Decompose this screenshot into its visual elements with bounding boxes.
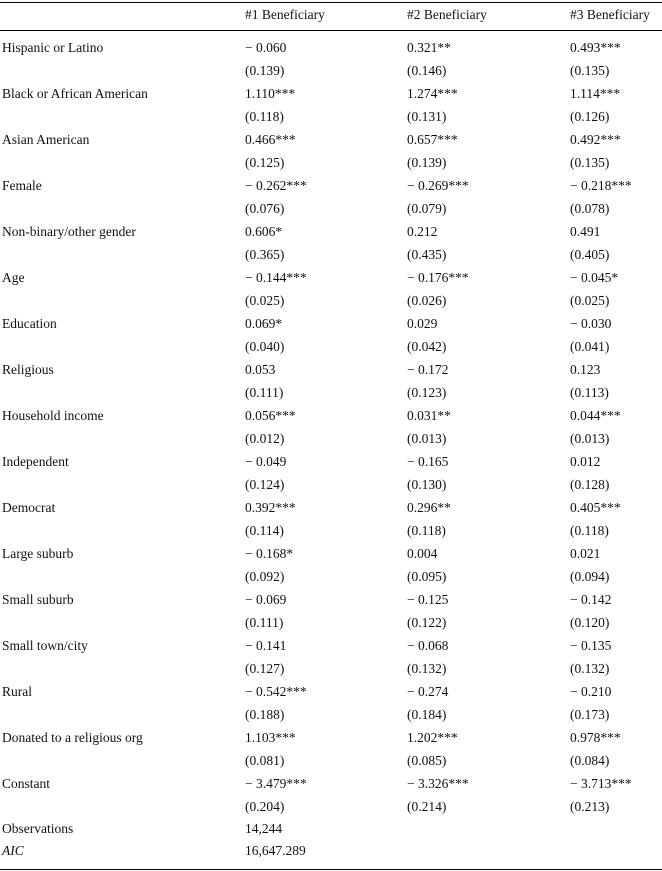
coefficient-line [0, 634, 662, 657]
coefficient-line [0, 450, 662, 473]
table-row [0, 680, 662, 726]
standard-error-cell: (0.118) [570, 523, 609, 538]
coefficient-line [0, 542, 662, 565]
coefficient-cell: − 0.274 [407, 684, 449, 699]
standard-error-cell: (0.132) [570, 661, 610, 676]
standard-error-cell: (0.204) [245, 799, 285, 814]
coefficient-line [0, 496, 662, 519]
coefficient-cell: 1.114*** [570, 86, 621, 101]
standard-error-cell: (0.113) [570, 385, 609, 400]
coefficient-line [0, 266, 662, 289]
standard-error-line [0, 611, 662, 634]
coefficient-cell: 0.056*** [245, 408, 296, 423]
standard-error-line [0, 381, 662, 404]
standard-error-line [0, 197, 662, 220]
row-label: Donated to a religious org [2, 730, 143, 745]
standard-error-cell: (0.114) [245, 523, 284, 538]
coefficient-line [0, 358, 662, 381]
standard-error-line [0, 473, 662, 496]
coefficient-cell: − 0.049 [245, 454, 287, 469]
coefficient-cell: − 0.060 [245, 40, 287, 55]
standard-error-cell: (0.405) [570, 247, 610, 262]
coefficient-cell: − 0.168* [245, 546, 294, 561]
standard-error-line [0, 59, 662, 82]
standard-error-cell: (0.120) [570, 615, 610, 630]
standard-error-cell: (0.126) [570, 109, 610, 124]
header-rule [0, 30, 662, 31]
standard-error-cell: (0.041) [570, 339, 610, 354]
coefficient-cell: − 3.479*** [245, 776, 307, 791]
table-row [0, 634, 662, 680]
row-label: Female [2, 178, 42, 193]
coefficient-cell: 0.405*** [570, 500, 621, 515]
stat-row [0, 840, 662, 862]
coefficient-cell: 0.212 [407, 224, 438, 239]
coefficient-cell: 0.321** [407, 40, 451, 55]
coefficient-cell: − 3.713*** [570, 776, 632, 791]
standard-error-line [0, 427, 662, 450]
row-label: Hispanic or Latino [2, 40, 104, 55]
standard-error-cell: (0.078) [570, 201, 610, 216]
standard-error-cell: (0.095) [407, 569, 447, 584]
coefficient-cell: 1.110*** [245, 86, 296, 101]
standard-error-line [0, 105, 662, 128]
standard-error-cell: (0.146) [407, 63, 447, 78]
coefficient-cell: 0.466*** [245, 132, 296, 147]
coefficient-cell: 0.053 [245, 362, 276, 377]
standard-error-cell: (0.124) [245, 477, 285, 492]
coefficient-cell: − 0.030 [570, 316, 612, 331]
standard-error-line [0, 703, 662, 726]
standard-error-line [0, 335, 662, 358]
table-row [0, 772, 662, 818]
table-row [0, 358, 662, 404]
standard-error-cell: (0.013) [570, 431, 610, 446]
column-header-1: #1 Beneficiary [245, 7, 325, 22]
coefficient-cell: 0.296** [407, 500, 451, 515]
standard-error-line [0, 519, 662, 542]
coefficient-cell: 0.978*** [570, 730, 621, 745]
standard-error-line [0, 795, 662, 818]
coefficient-line [0, 588, 662, 611]
standard-error-cell: (0.079) [407, 201, 447, 216]
row-label: Non-binary/other gender [2, 224, 136, 239]
coefficient-cell: 0.004 [407, 546, 438, 561]
table-row [0, 174, 662, 220]
coefficient-cell: − 0.144*** [245, 270, 307, 285]
standard-error-cell: (0.128) [570, 477, 610, 492]
standard-error-line [0, 565, 662, 588]
row-label: Democrat [2, 500, 56, 515]
coefficient-line [0, 82, 662, 105]
stat-row [0, 818, 662, 840]
coefficient-cell: 0.021 [570, 546, 601, 561]
table-row [0, 220, 662, 266]
coefficient-line [0, 680, 662, 703]
coefficient-cell: 0.029 [407, 316, 438, 331]
standard-error-cell: (0.084) [570, 753, 610, 768]
standard-error-cell: (0.127) [245, 661, 285, 676]
top-rule [0, 2, 662, 3]
standard-error-line [0, 657, 662, 680]
standard-error-cell: (0.085) [407, 753, 447, 768]
stat-value: 16,647.289 [245, 843, 306, 858]
standard-error-cell: (0.173) [570, 707, 610, 722]
coefficient-line [0, 404, 662, 427]
row-label: Household income [2, 408, 104, 423]
standard-error-line [0, 243, 662, 266]
coefficient-cell: 1.274*** [407, 86, 458, 101]
bottom-rule [0, 869, 662, 870]
coefficient-cell: − 0.165 [407, 454, 449, 469]
coefficient-cell: − 0.045* [570, 270, 619, 285]
row-label: Religious [2, 362, 54, 377]
coefficient-cell: 0.123 [570, 362, 601, 377]
column-header-2: #2 Beneficiary [407, 7, 487, 22]
standard-error-cell: (0.040) [245, 339, 285, 354]
standard-error-cell: (0.025) [245, 293, 285, 308]
table-body [0, 36, 662, 862]
standard-error-cell: (0.111) [245, 385, 284, 400]
coefficient-cell: − 3.326*** [407, 776, 469, 791]
standard-error-line [0, 151, 662, 174]
table-row [0, 450, 662, 496]
coefficient-cell: 0.492*** [570, 132, 621, 147]
coefficient-line [0, 312, 662, 335]
table-row [0, 726, 662, 772]
table-row [0, 82, 662, 128]
row-label: Age [2, 270, 25, 285]
standard-error-cell: (0.130) [407, 477, 447, 492]
standard-error-cell: (0.076) [245, 201, 285, 216]
standard-error-cell: (0.365) [245, 247, 285, 262]
row-label: Small town/city [2, 638, 88, 653]
standard-error-cell: (0.213) [570, 799, 610, 814]
table-row [0, 542, 662, 588]
standard-error-cell: (0.025) [570, 293, 610, 308]
coefficient-cell: 0.392*** [245, 500, 296, 515]
coefficient-cell: − 0.269*** [407, 178, 469, 193]
coefficient-cell: − 0.176*** [407, 270, 469, 285]
standard-error-cell: (0.435) [407, 247, 447, 262]
standard-error-cell: (0.111) [245, 615, 284, 630]
column-header-3: #3 Beneficiary [570, 7, 650, 22]
coefficient-cell: − 0.210 [570, 684, 612, 699]
table-row [0, 496, 662, 542]
coefficient-cell: 0.044*** [570, 408, 621, 423]
coefficient-cell: 0.491 [570, 224, 601, 239]
coefficient-cell: 0.031** [407, 408, 451, 423]
coefficient-line [0, 128, 662, 151]
coefficient-cell: − 0.125 [407, 592, 449, 607]
standard-error-cell: (0.139) [245, 63, 285, 78]
standard-error-cell: (0.122) [407, 615, 447, 630]
standard-error-cell: (0.135) [570, 155, 610, 170]
coefficient-cell: 0.012 [570, 454, 601, 469]
table-header [0, 7, 662, 27]
coefficient-cell: 0.606* [245, 224, 283, 239]
coefficient-cell: − 0.262*** [245, 178, 307, 193]
table-row [0, 36, 662, 82]
table-row [0, 312, 662, 358]
standard-error-cell: (0.188) [245, 707, 285, 722]
standard-error-cell: (0.118) [407, 523, 446, 538]
table-row [0, 266, 662, 312]
standard-error-cell: (0.013) [407, 431, 447, 446]
standard-error-cell: (0.026) [407, 293, 447, 308]
coefficient-line [0, 174, 662, 197]
standard-error-cell: (0.132) [407, 661, 447, 676]
coefficient-line [0, 726, 662, 749]
coefficient-line [0, 220, 662, 243]
row-label: Rural [2, 684, 32, 699]
stat-label: AIC [2, 843, 24, 858]
coefficient-cell: − 0.542*** [245, 684, 307, 699]
coefficient-line [0, 772, 662, 795]
standard-error-cell: (0.094) [570, 569, 610, 584]
standard-error-line [0, 749, 662, 772]
standard-error-cell: (0.125) [245, 155, 285, 170]
row-label: Large suburb [2, 546, 74, 561]
coefficient-cell: − 0.068 [407, 638, 449, 653]
row-label: Black or African American [2, 86, 148, 101]
standard-error-cell: (0.012) [245, 431, 285, 446]
coefficient-cell: − 0.218*** [570, 178, 632, 193]
stat-value: 14,244 [245, 821, 283, 836]
standard-error-cell: (0.135) [570, 63, 610, 78]
coefficient-cell: − 0.135 [570, 638, 612, 653]
coefficient-cell: 0.657*** [407, 132, 458, 147]
table-row [0, 128, 662, 174]
row-label: Small suburb [2, 592, 74, 607]
standard-error-cell: (0.081) [245, 753, 285, 768]
coefficient-cell: 0.493*** [570, 40, 621, 55]
coefficient-line [0, 36, 662, 59]
coefficient-cell: 1.202*** [407, 730, 458, 745]
standard-error-line [0, 289, 662, 312]
coefficient-cell: − 0.069 [245, 592, 287, 607]
coefficient-cell: 0.069* [245, 316, 283, 331]
standard-error-cell: (0.131) [407, 109, 447, 124]
row-label: Constant [2, 776, 51, 791]
standard-error-cell: (0.123) [407, 385, 447, 400]
coefficient-cell: 1.103*** [245, 730, 296, 745]
standard-error-cell: (0.092) [245, 569, 285, 584]
standard-error-cell: (0.042) [407, 339, 447, 354]
table-row [0, 588, 662, 634]
standard-error-cell: (0.184) [407, 707, 447, 722]
coefficient-cell: − 0.141 [245, 638, 287, 653]
standard-error-cell: (0.139) [407, 155, 447, 170]
row-label: Asian American [2, 132, 90, 147]
table-row [0, 404, 662, 450]
coefficient-cell: − 0.142 [570, 592, 612, 607]
coefficient-cell: − 0.172 [407, 362, 449, 377]
row-label: Education [2, 316, 57, 331]
standard-error-cell: (0.214) [407, 799, 447, 814]
row-label: Independent [2, 454, 69, 469]
stat-label: Observations [2, 821, 74, 836]
standard-error-cell: (0.118) [245, 109, 284, 124]
